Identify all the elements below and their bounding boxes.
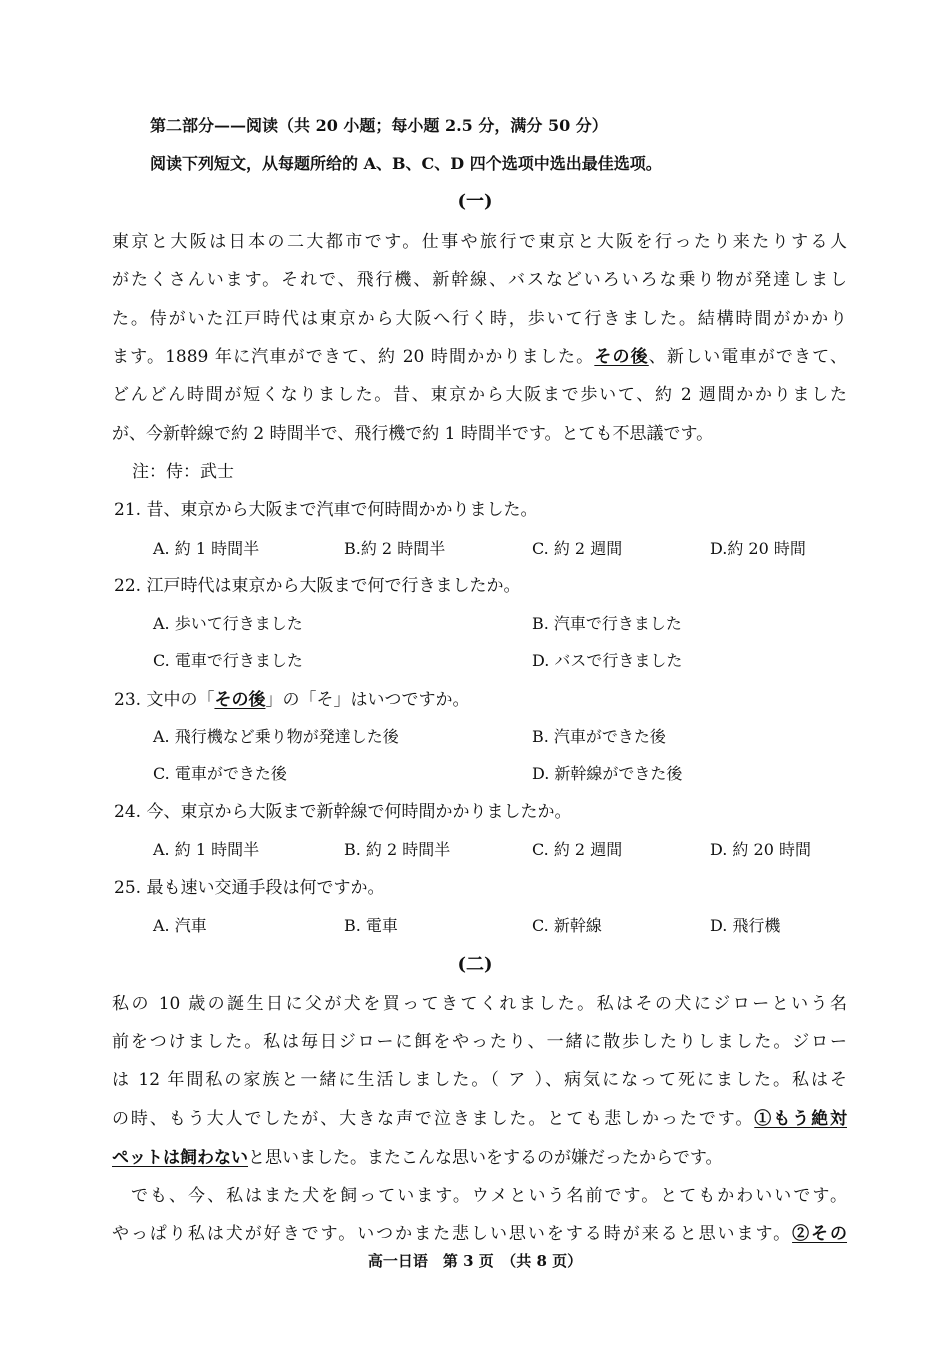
- page-footer: 高一日语 第 3 页 （共 8 页）: [367, 1252, 583, 1270]
- passage-1-line: た。侍がいた江戸時代は東京から大阪へ行く時，歩いて行きました。結構時間がかかり: [112, 309, 847, 329]
- option-25-a: A. 汽車: [153, 916, 207, 935]
- underlined-phrase: ①もう絶対: [754, 1109, 848, 1129]
- underlined-phrase: ②その: [792, 1224, 848, 1244]
- option-21-c: C. 約 2 週間: [532, 539, 623, 558]
- option-22-b: B. 汽車で行きました: [532, 614, 682, 633]
- option-22-c: C. 電車で行きました: [153, 651, 303, 670]
- option-25-c: C. 新幹線: [532, 916, 602, 935]
- passage-1-line: [112, 345, 847, 369]
- option-23-d: D. 新幹線ができた後: [532, 764, 683, 783]
- option-24-b: B. 約 2 時間半: [344, 840, 451, 859]
- option-25-b: B. 電車: [344, 916, 398, 935]
- passage-2-text: の時、もう大人でしたが、大きな声で泣きました。とても悲しかったです。: [112, 1109, 755, 1129]
- question-22: 22. 江戸時代は東京から大阪まで何で行きましたか。: [114, 576, 521, 596]
- option-24-c: C. 約 2 週間: [532, 840, 623, 859]
- passage-2-text: やっぱり私は犬が好きです。いつかまた悲しい思いをする時が来ると思います。: [112, 1224, 793, 1244]
- question-24: 24. 今、東京から大阪まで新幹線で何時間かかりましたか。: [114, 802, 572, 822]
- underlined-phrase: その後: [214, 690, 266, 710]
- instruction: 阅读下列短文，从每题所给的 A、B、C、D 四个选项中选出最佳选项。: [150, 154, 662, 173]
- passage-2-line: でも、今、私はまた犬を飼っています。ウメという名前です。とてもかわいいです。: [112, 1186, 847, 1206]
- passage-2-line: は 12 年間私の家族と一緒に生活しました。（ ア ）、病気になって死にました。私はそ: [112, 1070, 847, 1090]
- passage-1-line: がたくさんいます。それで、飛行機、新幹線、バスなどいろいろな乗り物が発達しまし: [112, 270, 847, 290]
- passage-1-line: が、今新幹線で約 2 時間半で、飛行機で約 1 時間半です。とても不思議です。: [112, 424, 714, 444]
- passage-1-text: 、新しい電車ができて、: [648, 347, 847, 367]
- option-22-d: D. バスで行きました: [532, 651, 683, 670]
- part-title: 第二部分——阅读（共 20 小题；每小题 2.5 分，满分 50 分）: [150, 116, 608, 135]
- option-23-b: B. 汽車ができた後: [532, 727, 666, 746]
- question-23-text: 23. 文中の「: [114, 690, 215, 710]
- option-21-d: D.約 20 時間: [710, 539, 806, 558]
- passage-1-heading: (一): [457, 191, 493, 212]
- passage-2-text: と思いました。またこんな思いをするのが嫌だったからです。: [248, 1148, 723, 1168]
- passage-2-line: [112, 1222, 847, 1246]
- option-24-d: D. 約 20 時間: [710, 840, 811, 859]
- option-24-a: A. 約 1 時間半: [153, 840, 260, 859]
- passage-2-line: [112, 1146, 847, 1170]
- underlined-phrase: ペットは飼わない: [112, 1148, 248, 1168]
- question-21: 21. 昔、東京から大阪まで汽車で何時間かかりました。: [114, 500, 538, 520]
- passage-2-line: 前をつけました。私は毎日ジローに餌をやったり、一緒に散歩したりしました。ジロー: [112, 1032, 847, 1052]
- option-22-a: A. 歩いて行きました: [153, 614, 303, 633]
- passage-2-line: [112, 1107, 847, 1131]
- question-23-text: 」の「そ」はいつですか。: [265, 690, 470, 710]
- passage-2-line: 私の 10 歳の誕生日に父が犬を買ってきてくれました。私はその犬にジローという名: [112, 994, 847, 1014]
- option-23-a: A. 飛行機など乗り物が発達した後: [153, 727, 399, 746]
- option-21-a: A. 約 1 時間半: [153, 539, 260, 558]
- option-23-c: C. 電車ができた後: [153, 764, 287, 783]
- passage-1-line: どんどん時間が短くなりました。昔、東京から大阪まで歩いて、約 2 週間かかりました: [112, 385, 847, 405]
- question-25: 25. 最も速い交通手段は何ですか。: [114, 878, 385, 898]
- question-23: [114, 688, 469, 712]
- option-25-d: D. 飛行機: [710, 916, 781, 935]
- passage-1-text: ます。1889 年に汽車ができて、約 20 時間かかりました。: [112, 347, 595, 367]
- option-21-b: B.約 2 時間半: [344, 539, 446, 558]
- underlined-phrase: その後: [594, 347, 649, 367]
- passage-1-line: 東京と大阪は日本の二大都市です。仕事や旅行で東京と大阪を行ったり来たりする人: [112, 232, 847, 252]
- passage-1-note: 注：侍：武士: [132, 462, 234, 482]
- passage-2-heading: (二): [457, 954, 493, 975]
